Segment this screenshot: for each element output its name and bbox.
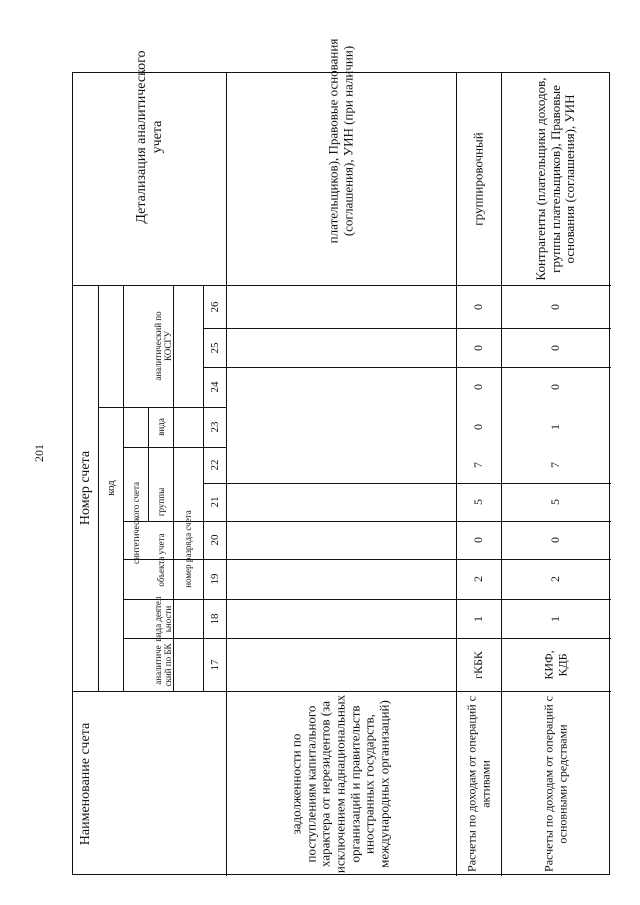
row-3-value: 0	[548, 537, 563, 543]
row-3-value: 1	[548, 615, 563, 622]
kind-header: вида	[155, 418, 166, 436]
code-header: код	[104, 480, 117, 496]
row-3-value: 0	[548, 303, 563, 310]
row-1-name: задолженности по поступлениям капитального характера от нерезидентов (за исключением наднациональных организаций и правительств иностранных государств, международных организаций)	[288, 694, 392, 873]
name-column-header: Наименование счета	[77, 722, 93, 845]
row-3-value: 5	[548, 499, 563, 505]
row-3-value: 7	[548, 462, 563, 468]
row-3-detail: Контрагенты (плательщики доходов, группы плательщиков), Правовые основания (соглашения), УИН	[532, 77, 578, 281]
digit-label: 24	[208, 381, 221, 393]
object-header: объекта учета	[155, 533, 166, 587]
analytic-bk-header: аналитиче ский по БК	[152, 643, 173, 686]
group-header: группы	[155, 487, 166, 517]
row-3-value: 0	[548, 384, 563, 390]
row-3-value: 2	[548, 576, 563, 582]
row-2-value: гКБК	[470, 650, 485, 679]
digit-number-header: номер разряда счета	[182, 510, 193, 588]
analytic-kosgu-header: аналитический по КОСГУ	[152, 311, 173, 381]
digit-label: 23	[208, 421, 221, 433]
row-1-detail: плательщиков), Правовые основания (соглашения), УИН (при наличии)	[325, 38, 355, 244]
digit-label: 17	[208, 659, 221, 670]
row-2-value: 0	[470, 303, 485, 310]
row-3-value: КИФ, КДБ	[541, 649, 569, 680]
digit-label: 18	[208, 613, 221, 624]
row-2-value: 0	[470, 344, 485, 351]
row-3-value: 1	[548, 424, 563, 430]
row-3-value: 0	[548, 344, 563, 351]
digit-label: 20	[208, 534, 221, 546]
detail-column-header: Детализация аналитического учета	[133, 50, 165, 224]
number-column-header: Номер счета	[77, 450, 93, 526]
activity-type-header: вида деятел ьности	[152, 595, 173, 642]
row-2-value: 0	[470, 384, 485, 390]
row-2-value: 7	[470, 462, 485, 468]
digit-label: 19	[208, 573, 221, 585]
row-2-value: 0	[470, 424, 485, 430]
row-2-value: 5	[470, 499, 485, 505]
row-2-name: Расчеты по доходам от операций с активами	[463, 695, 492, 872]
digit-label: 22	[208, 459, 221, 471]
page-number: 201	[32, 444, 46, 462]
row-2-value: 1	[470, 615, 485, 622]
synthetic-header: синтетического счета	[130, 481, 141, 565]
digit-label: 21	[208, 496, 221, 508]
accounts-table	[72, 38, 610, 875]
digit-label: 25	[208, 342, 221, 353]
row-2-value: 0	[470, 537, 485, 543]
digit-label: 26	[208, 301, 221, 312]
row-2-detail: группировочный	[470, 132, 486, 226]
row-2-value: 2	[470, 576, 485, 582]
row-3-name: Расчеты по доходам от операций с основными средствами	[541, 695, 569, 872]
